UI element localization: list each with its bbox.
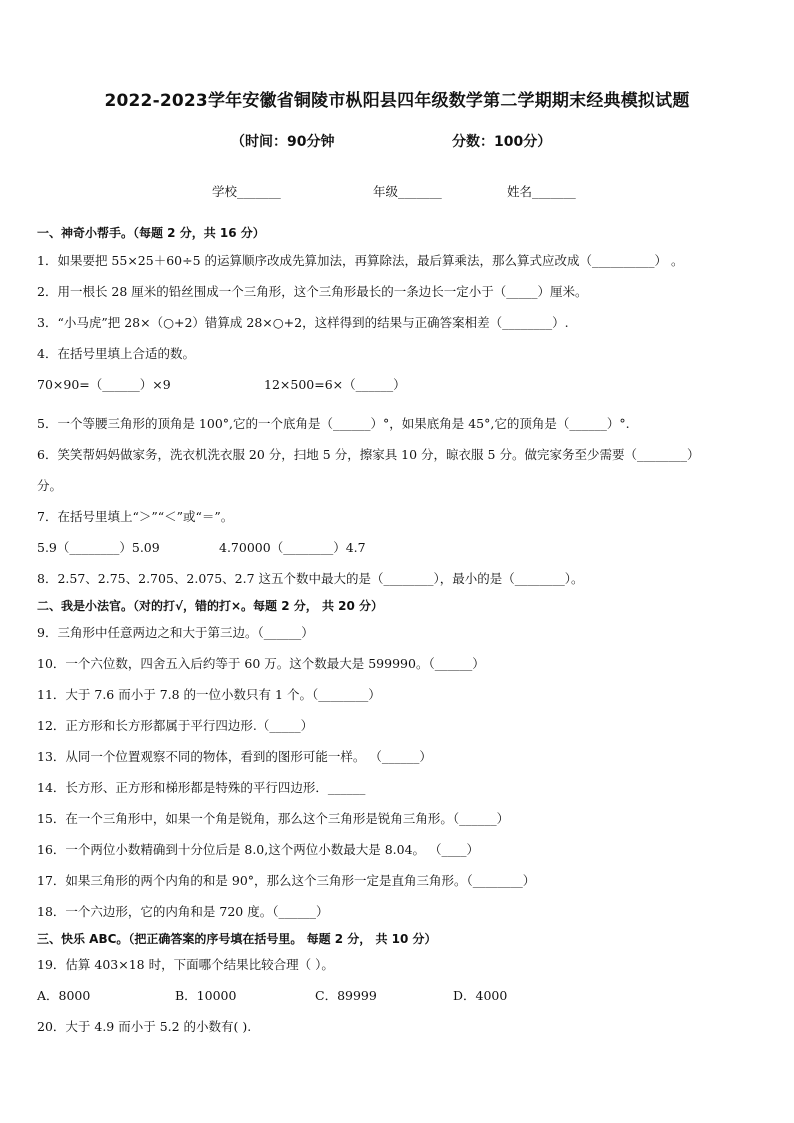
question-10: 10．一个六位数，四舍五入后约等于 60 万。这个数最大是 599990。（______） — [37, 656, 485, 671]
question-19-option-a: A．8000 — [37, 988, 91, 1003]
question-13: 13．从同一个位置观察不同的物体，看到的图形可能一样。 （______） — [37, 749, 432, 764]
section-heading-3: 三、快乐 ABC。（把正确答案的序号填在括号里。 每题 2 分， 共 10 分） — [37, 932, 437, 946]
question-19-option-b: B．10000 — [175, 988, 237, 1003]
question-6-cont: 分。 — [37, 478, 63, 493]
question-19: 19．估算 403×18 时，下面哪个结果比较合理（ ）。 — [37, 957, 334, 972]
question-7: 7．在括号里填上“＞”“＜”或“＝”。 — [37, 509, 234, 524]
question-5: 5．一个等腰三角形的顶角是 100°,它的一个底角是（______）°，如果底角是 45°,它的顶角是（______）°. — [37, 416, 630, 431]
grade-field: 年级_______ — [373, 184, 442, 199]
question-11: 11．大于 7.6 而小于 7.8 的一位小数只有 1 个。（________） — [37, 687, 381, 702]
question-17: 17．如果三角形的两个内角的和是 90°，那么这个三角形一定是直角三角形。（________） — [37, 873, 536, 888]
exam-title: 2022-2023学年安徽省铜陵市枞阳县四年级数学第二学期期末经典模拟试题 — [104, 91, 690, 111]
exam-score: 分数：100分） — [452, 134, 552, 150]
section-heading-2: 二、我是小法官。（对的打√，错的打×。每题 2 分， 共 20 分） — [37, 599, 383, 613]
question-7-part-a: 5.9（________）5.09 — [37, 540, 160, 555]
question-7-part-b: 4.70000（________）4.7 — [219, 540, 366, 555]
question-19-option-c: C．89999 — [315, 988, 377, 1003]
question-9: 9．三角形中任意两边之和大于第三边。（______） — [37, 625, 314, 640]
question-20: 20．大于 4.9 而小于 5.2 的小数有( ). — [37, 1019, 252, 1034]
name-field: 姓名_______ — [507, 184, 576, 199]
section-heading-1: 一、神奇小帮手。（每题 2 分，共 16 分） — [37, 226, 265, 240]
question-4-part-b: 12×500=6×（______） — [264, 377, 406, 392]
question-12: 12．正方形和长方形都属于平行四边形.（_____） — [37, 718, 314, 733]
question-2: 2．用一根长 28 厘米的铅丝围成一个三角形，这个三角形最长的一条边长一定小于（_____）厘米。 — [37, 284, 588, 299]
question-1: 1．如果要把 55×25＋60÷5 的运算顺序改成先算加法，再算除法，最后算乘法，那么算式应改成（__________） 。 — [37, 253, 684, 268]
question-16: 16．一个两位小数精确到十分位后是 8.0,这个两位小数最大是 8.04。 （____） — [37, 842, 480, 857]
question-15: 15．在一个三角形中，如果一个角是锐角，那么这个三角形是锐角三角形。（______） — [37, 811, 510, 826]
question-14: 14．长方形、正方形和梯形都是特殊的平行四边形．______ — [37, 780, 366, 795]
question-19-option-d: D．4000 — [453, 988, 508, 1003]
question-3: 3．“小马虎”把 28×（○+2）错算成 28×○+2，这样得到的结果与正确答案相差（________）. — [37, 315, 569, 330]
question-8: 8．2.57、2.75、2.705、2.075、2.7 这五个数中最大的是（________），最小的是（________）。 — [37, 571, 584, 586]
school-field: 学校_______ — [212, 184, 281, 199]
question-18: 18．一个六边形，它的内角和是 720 度。（______） — [37, 904, 329, 919]
question-4-part-a: 70×90=（______）×9 — [37, 377, 171, 392]
question-4: 4．在括号里填上合适的数。 — [37, 346, 195, 361]
question-6: 6．笑笑帮妈妈做家务，洗衣机洗衣服 20 分，扫地 5 分，擦家具 10 分，晾衣服 5 分。做完家务至少需要（________） — [37, 447, 700, 462]
exam-time: （时间：90分钟 — [231, 134, 335, 150]
